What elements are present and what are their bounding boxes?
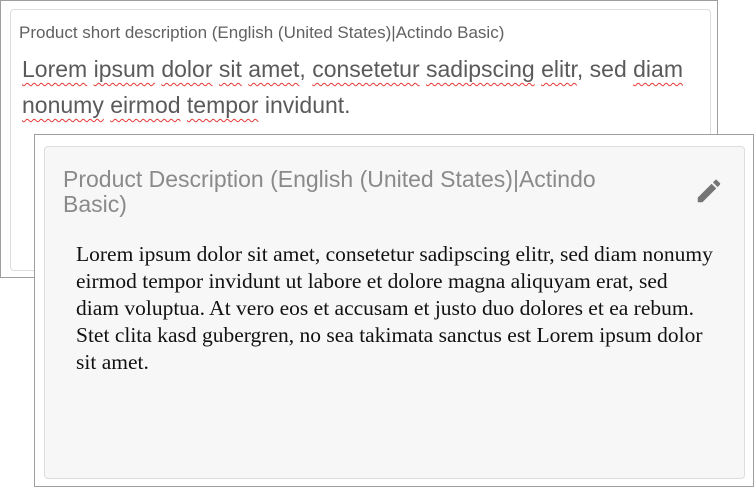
product-description-field[interactable] xyxy=(44,146,745,479)
short-description-word: ipsum xyxy=(93,56,155,82)
edit-button[interactable] xyxy=(691,173,727,209)
short-description-word: sit xyxy=(218,56,242,82)
product-description-value: Lorem ipsum dolor sit amet, consetetur sadipscing elitr, sed diam nonumy eirmod tempor invidunt ut labore et dolore magna aliquyam erat, sed diam voluptua. At vero eos et accusam et justo duo dolores et ea rebum. Stet clita kasd gubergren, no sea takimata sanctus est Lorem ipsum dolor sit amet. xyxy=(76,242,713,374)
short-description-word: consetetur xyxy=(312,56,420,82)
short-description-value[interactable] xyxy=(22,51,702,123)
short-description-word: , xyxy=(299,56,306,82)
short-description-word: , xyxy=(576,56,584,82)
product-description-label: Product Description (English (United States)|Actindo Basic) xyxy=(63,166,596,217)
short-description-word: tempor xyxy=(186,92,259,118)
short-description-word: eirmod xyxy=(110,92,181,118)
short-description-word: nonumy xyxy=(22,92,104,118)
product-description-window xyxy=(34,134,754,487)
pencil-icon xyxy=(694,176,724,206)
short-description-word: sed xyxy=(589,56,627,82)
short-description-word: sadipscing xyxy=(426,56,535,82)
short-description-word: elitr xyxy=(541,56,577,82)
short-description-word: invidunt. xyxy=(264,92,351,118)
short-description-word: amet xyxy=(248,56,300,82)
short-description-word: dolor xyxy=(161,56,213,82)
short-description-label: Product short description (English (United States)|Actindo Basic) xyxy=(19,23,505,42)
short-description-word: diam xyxy=(633,56,683,82)
short-description-word: Lorem xyxy=(22,56,88,82)
